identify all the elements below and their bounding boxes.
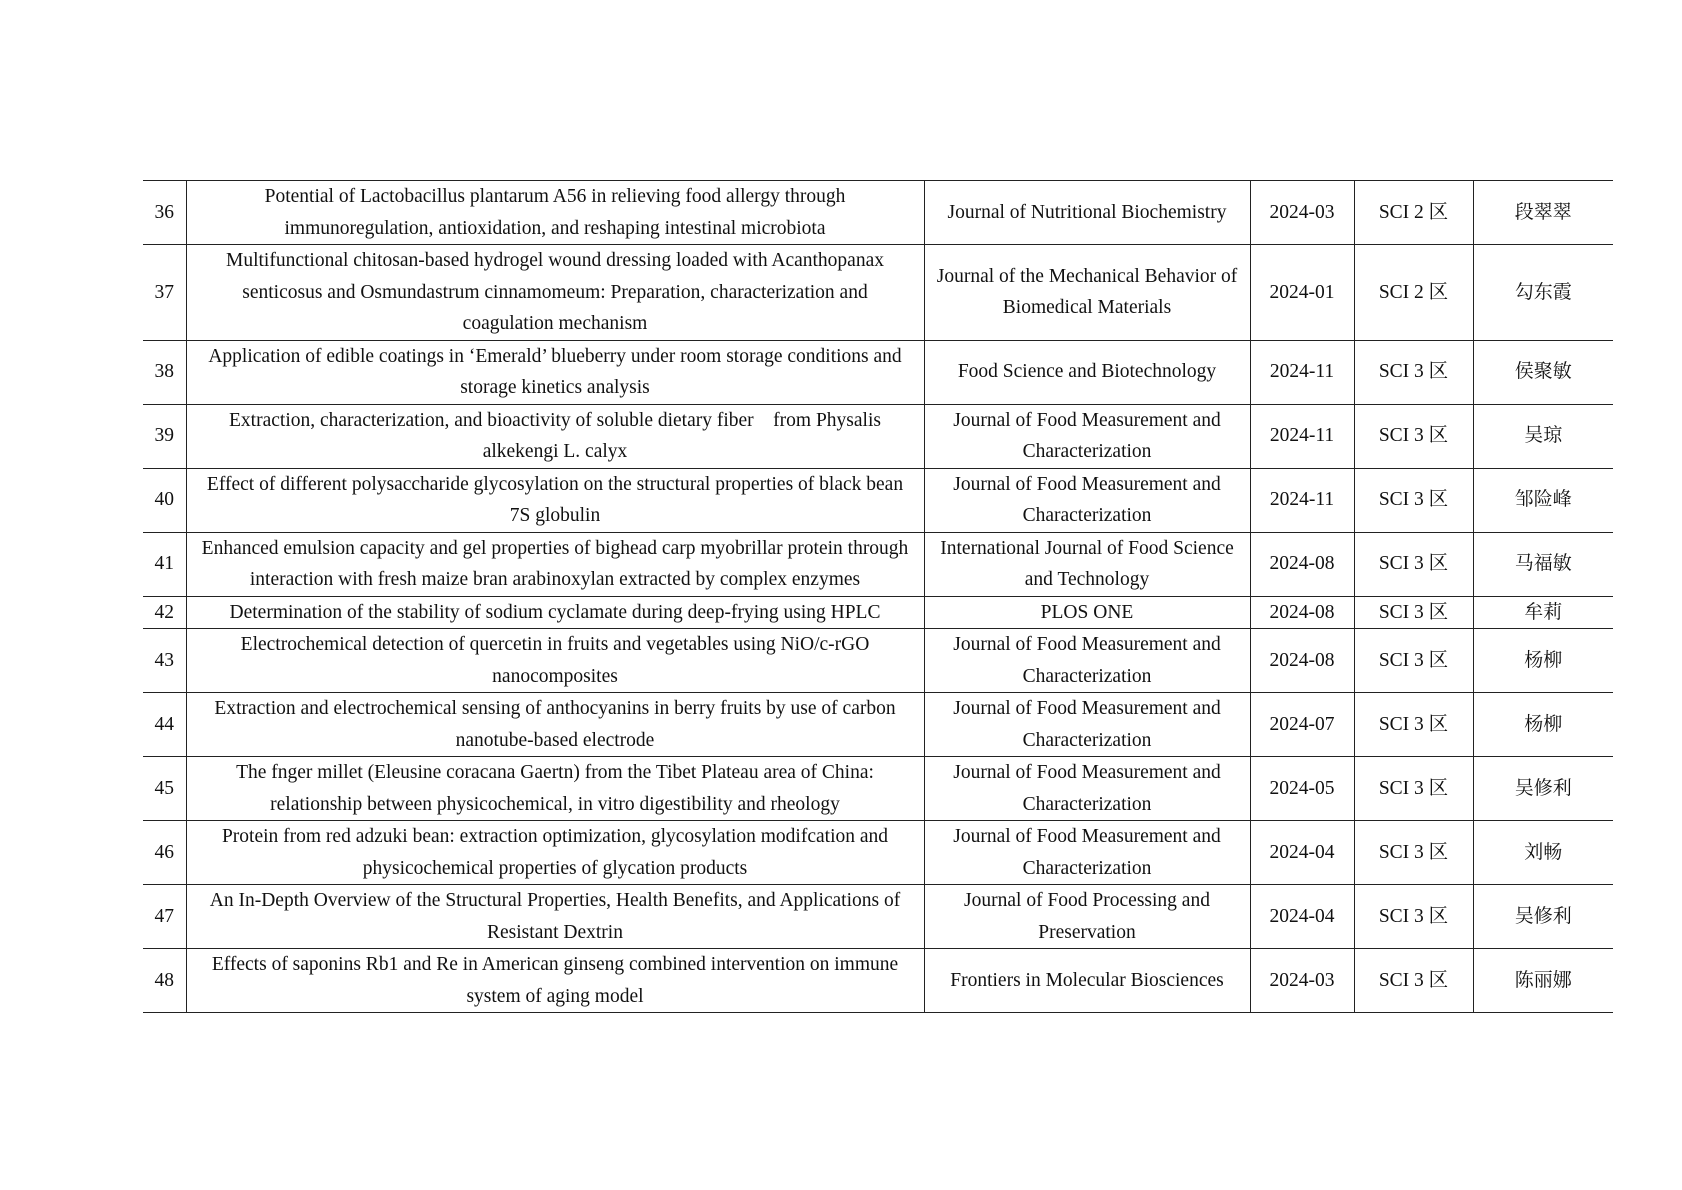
author-name: 段翠翠: [1473, 181, 1613, 245]
paper-title: The fnger millet (Eleusine coracana Gaertn) from the Tibet Plateau area of China: relationship between physicochemical, in vitro digestibility and rheology: [186, 757, 924, 821]
publication-date: 2024-04: [1250, 821, 1354, 885]
publications-table: [143, 180, 1613, 1013]
row-number: 43: [143, 629, 186, 693]
publication-date: 2024-03: [1250, 949, 1354, 1013]
table-row: [143, 693, 1613, 757]
paper-title: Potential of Lactobacillus plantarum A56 in relieving food allergy through immunoregulation, antioxidation, and reshaping intestinal microbiota: [186, 181, 924, 245]
author-name: 牟莉: [1473, 596, 1613, 629]
table-row: [143, 885, 1613, 949]
journal-name: Frontiers in Molecular Biosciences: [924, 949, 1250, 1013]
paper-title: An In-Depth Overview of the Structural Properties, Health Benefits, and Applications of Resistant Dextrin: [186, 885, 924, 949]
table-row: [143, 757, 1613, 821]
author-name: 吴修利: [1473, 885, 1613, 949]
table-row: [143, 468, 1613, 532]
table-row: [143, 821, 1613, 885]
table-row: [143, 245, 1613, 341]
row-number: 47: [143, 885, 186, 949]
author-name: 邹险峰: [1473, 468, 1613, 532]
paper-title: Effects of saponins Rb1 and Re in American ginseng combined intervention on immune system of aging model: [186, 949, 924, 1013]
sci-rank: SCI 2 区: [1354, 181, 1473, 245]
journal-name: Journal of Food Measurement and Characterization: [924, 757, 1250, 821]
sci-rank: SCI 3 区: [1354, 596, 1473, 629]
publication-date: 2024-11: [1250, 404, 1354, 468]
sci-rank: SCI 3 区: [1354, 757, 1473, 821]
table-row: [143, 181, 1613, 245]
author-name: 侯聚敏: [1473, 340, 1613, 404]
journal-name: Journal of Food Measurement and Characterization: [924, 821, 1250, 885]
paper-title: Enhanced emulsion capacity and gel properties of bighead carp myobrillar protein through interaction with fresh maize bran arabinoxylan extracted by complex enzymes: [186, 532, 924, 596]
table-row: [143, 629, 1613, 693]
journal-name: Journal of Food Measurement and Characterization: [924, 629, 1250, 693]
sci-rank: SCI 3 区: [1354, 885, 1473, 949]
author-name: 吴琼: [1473, 404, 1613, 468]
publication-date: 2024-08: [1250, 532, 1354, 596]
sci-rank: SCI 3 区: [1354, 693, 1473, 757]
row-number: 36: [143, 181, 186, 245]
journal-name: Journal of Nutritional Biochemistry: [924, 181, 1250, 245]
sci-rank: SCI 3 区: [1354, 340, 1473, 404]
journal-name: Journal of Food Processing and Preservation: [924, 885, 1250, 949]
paper-title: Extraction and electrochemical sensing of anthocyanins in berry fruits by use of carbon nanotube-based electrode: [186, 693, 924, 757]
journal-name: International Journal of Food Science and Technology: [924, 532, 1250, 596]
journal-name: Journal of Food Measurement and Characterization: [924, 693, 1250, 757]
paper-title: Application of edible coatings in ‘Emerald’ blueberry under room storage conditions and storage kinetics analysis: [186, 340, 924, 404]
author-name: 刘畅: [1473, 821, 1613, 885]
paper-title: Determination of the stability of sodium cyclamate during deep-frying using HPLC: [186, 596, 924, 629]
journal-name: Journal of the Mechanical Behavior of Biomedical Materials: [924, 245, 1250, 341]
author-name: 勾东霞: [1473, 245, 1613, 341]
table-row: [143, 532, 1613, 596]
row-number: 37: [143, 245, 186, 341]
journal-name: PLOS ONE: [924, 596, 1250, 629]
row-number: 41: [143, 532, 186, 596]
author-name: 吴修利: [1473, 757, 1613, 821]
row-number: 44: [143, 693, 186, 757]
row-number: 40: [143, 468, 186, 532]
row-number: 48: [143, 949, 186, 1013]
publication-date: 2024-08: [1250, 629, 1354, 693]
author-name: 杨柳: [1473, 629, 1613, 693]
table-row: [143, 949, 1613, 1013]
row-number: 38: [143, 340, 186, 404]
row-number: 46: [143, 821, 186, 885]
row-number: 39: [143, 404, 186, 468]
journal-name: Journal of Food Measurement and Characterization: [924, 468, 1250, 532]
publication-date: 2024-03: [1250, 181, 1354, 245]
row-number: 42: [143, 596, 186, 629]
sci-rank: SCI 3 区: [1354, 468, 1473, 532]
author-name: 马福敏: [1473, 532, 1613, 596]
author-name: 陈丽娜: [1473, 949, 1613, 1013]
sci-rank: SCI 3 区: [1354, 949, 1473, 1013]
publication-date: 2024-11: [1250, 340, 1354, 404]
journal-name: Journal of Food Measurement and Characterization: [924, 404, 1250, 468]
row-number: 45: [143, 757, 186, 821]
sci-rank: SCI 2 区: [1354, 245, 1473, 341]
sci-rank: SCI 3 区: [1354, 629, 1473, 693]
sci-rank: SCI 3 区: [1354, 404, 1473, 468]
sci-rank: SCI 3 区: [1354, 821, 1473, 885]
table-row: [143, 596, 1613, 629]
table-row: [143, 340, 1613, 404]
publication-date: 2024-05: [1250, 757, 1354, 821]
paper-title: Electrochemical detection of quercetin in fruits and vegetables using NiO/c-rGO nanocomposites: [186, 629, 924, 693]
publication-date: 2024-01: [1250, 245, 1354, 341]
sci-rank: SCI 3 区: [1354, 532, 1473, 596]
author-name: 杨柳: [1473, 693, 1613, 757]
journal-name: Food Science and Biotechnology: [924, 340, 1250, 404]
publication-date: 2024-07: [1250, 693, 1354, 757]
paper-title: Protein from red adzuki bean: extraction optimization, glycosylation modifcation and physicochemical properties of glycation products: [186, 821, 924, 885]
paper-title: Extraction, characterization, and bioactivity of soluble dietary fiber from Physalis alkekengi L. calyx: [186, 404, 924, 468]
publication-date: 2024-04: [1250, 885, 1354, 949]
publication-date: 2024-11: [1250, 468, 1354, 532]
table-row: [143, 404, 1613, 468]
publication-date: 2024-08: [1250, 596, 1354, 629]
paper-title: Multifunctional chitosan-based hydrogel wound dressing loaded with Acanthopanax senticosus and Osmundastrum cinnamomeum: Preparation, characterization and coagulation mechanism: [186, 245, 924, 341]
paper-title: Effect of different polysaccharide glycosylation on the structural properties of black bean 7S globulin: [186, 468, 924, 532]
